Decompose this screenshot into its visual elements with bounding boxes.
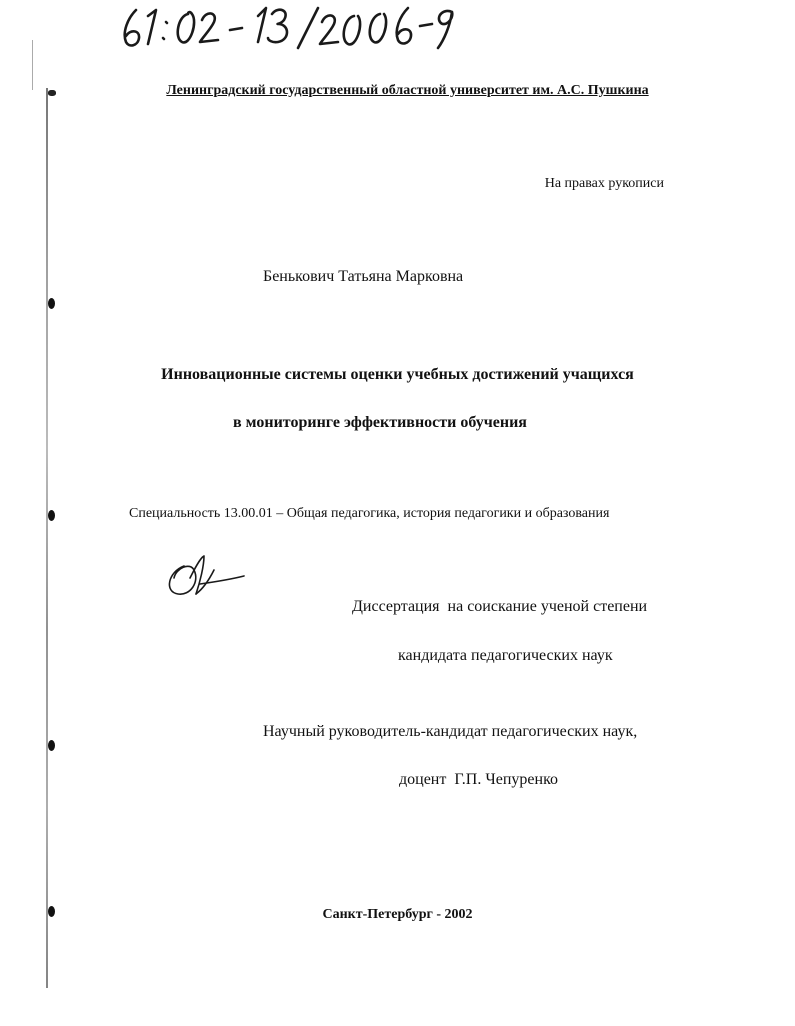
city-and-year: Санкт-Петербург - 2002: [322, 907, 473, 922]
handwritten-signature: [160, 548, 250, 604]
dissertation-line-1: Диссертация на соискание ученой степени: [352, 598, 648, 615]
handwritten-catalog-number-drawing: [118, 2, 458, 52]
supervisor-line-2: доцент Г.П. Чепуренко: [399, 771, 559, 788]
thesis-title-line-1: Инновационные системы оценки учебных достижений учащихся: [161, 366, 634, 383]
binding-hole: [48, 510, 55, 521]
dissertation-line-2: кандидата педагогических наук: [398, 647, 613, 664]
handwritten-catalog-number: [118, 2, 458, 52]
supervisor-line-1: Научный руководитель-кандидат педагогических наук,: [263, 723, 638, 740]
thesis-title-line-2: в мониторинге эффективности обучения: [233, 414, 527, 431]
author-name: Бенькович Татьяна Марковна: [263, 268, 464, 285]
scan-artifact-left-edge: [46, 88, 48, 988]
binding-hole: [48, 740, 55, 751]
manuscript-rights-note: На правах рукописи: [544, 176, 664, 191]
specialty-line: Специальность 13.00.01 – Общая педагогика, история педагогики и образования: [129, 506, 610, 521]
signature-drawing: [160, 548, 250, 604]
binding-hole: [48, 298, 55, 309]
university-name: Ленинградский государственный областной университет им. А.С. Пушкина: [166, 83, 649, 98]
